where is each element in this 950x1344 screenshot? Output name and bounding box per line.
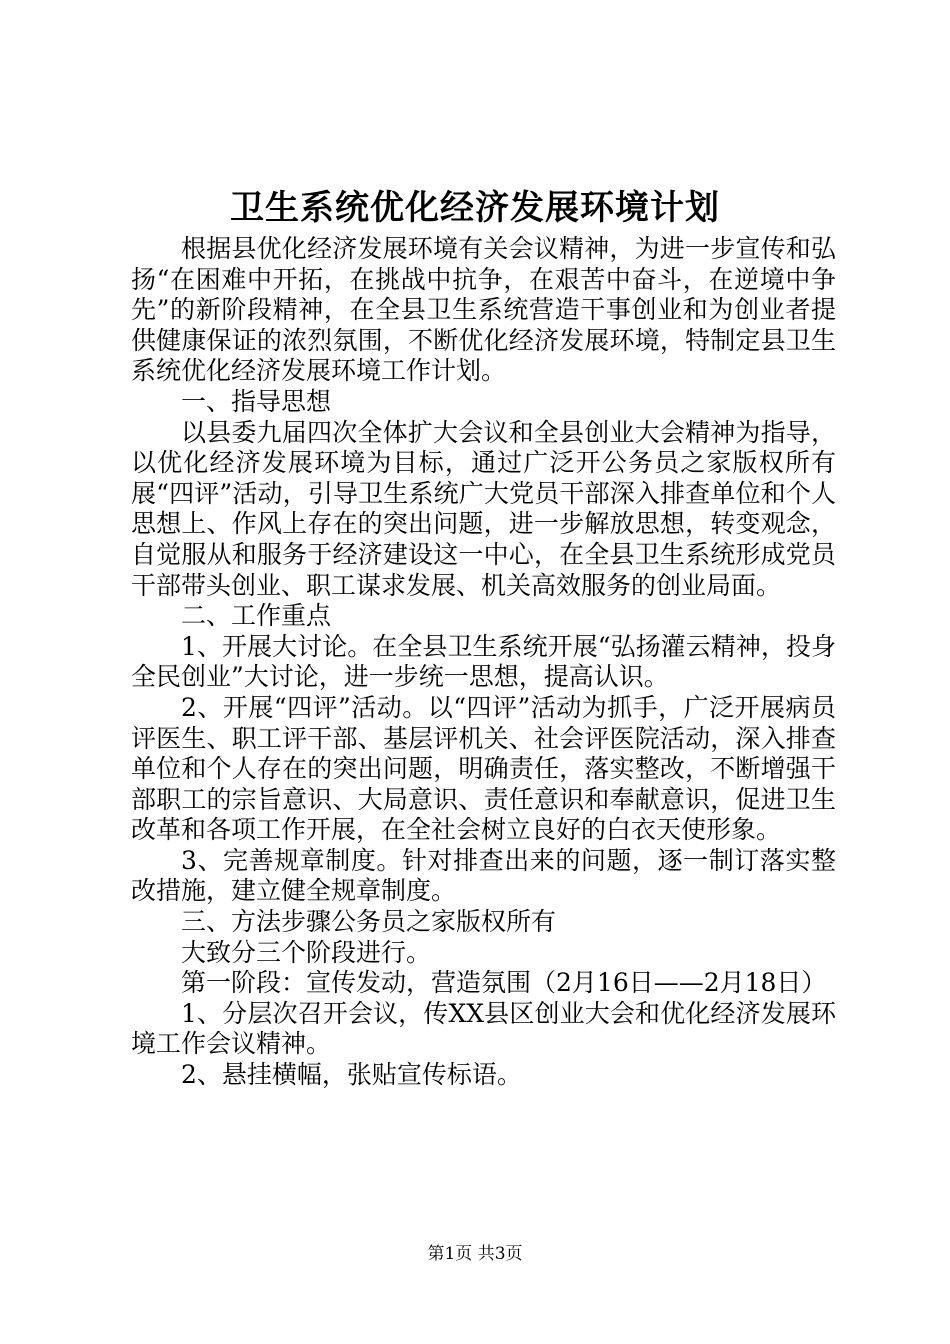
section-heading-guiding-ideology: 一、指导思想 <box>181 386 332 416</box>
document-title: 卫生系统优化经济发展环境计划 <box>230 188 720 228</box>
intro-paragraph: 根据县优化经济发展环境有关会议精神，为进一步宣传和弘扬“在困难中开拓，在挑战中抗争，在艰苦中奋斗，在逆境中争先”的新阶段精神，在全县卫生系统营造干事创业和为创业者提供健康保证的浓烈氛围，不断优化经济发展环境，特制定县卫生系统优化经济发展环境工作计划。 <box>131 234 836 386</box>
stage-one-heading: 第一阶段：宣传发动，营造氛围（2月16日——2月18日） <box>181 968 827 998</box>
work-focus-item-3: 3、完善规章制度。针对排查出来的问题，逐一制订落实整改措施，建立健全规章制度。 <box>131 845 836 906</box>
section-heading-method-steps: 三、方法步骤公务员之家版权所有 <box>181 907 557 937</box>
work-focus-item-2: 2、开展“四评”活动。以“四评”活动为抓手，广泛开展病员评医生、职工评干部、基层评机关、社会评医院活动，深入排查单位和个人存在的突出问题，明确责任，落实整改，不断增强干部职工的宗旨意识、大局意识、责任意识和奉献意识，促进卫生改革和各项工作开展，在全社会树立良好的白衣天使形象。 <box>131 692 836 845</box>
work-focus-item-1: 1、开展大讨论。在全县卫生系统开展“弘扬灌云精神，投身全民创业”大讨论，进一步统一思想，提高认识。 <box>131 631 836 692</box>
page-footer: 第1页 共3页 <box>427 1244 523 1264</box>
guiding-ideology-paragraph: 以县委九届四次全体扩大会议和全县创业大会精神为指导，以优化经济发展环境为目标，通过广泛开公务员之家版权所有展“四评”活动，引导卫生系统广大党员干部深入排查单位和个人思想上、作风上存在的突出问题，进一步解放思想，转变观念，自觉服从和服务于经济建设这一中心，在全县卫生系统形成党员干部带头创业、职工谋求发展、机关高效服务的创业局面。 <box>131 417 836 600</box>
stage-one-item-2: 2、悬挂横幅，张贴宣传标语。 <box>181 1060 522 1090</box>
method-intro-paragraph: 大致分三个阶段进行。 <box>181 937 432 967</box>
document-body <box>131 234 836 1091</box>
stage-one-item-1: 1、分层次召开会议，传XX县区创业大会和优化经济发展环境工作会议精神。 <box>131 998 836 1059</box>
section-heading-work-focus: 二、工作重点 <box>181 601 332 631</box>
